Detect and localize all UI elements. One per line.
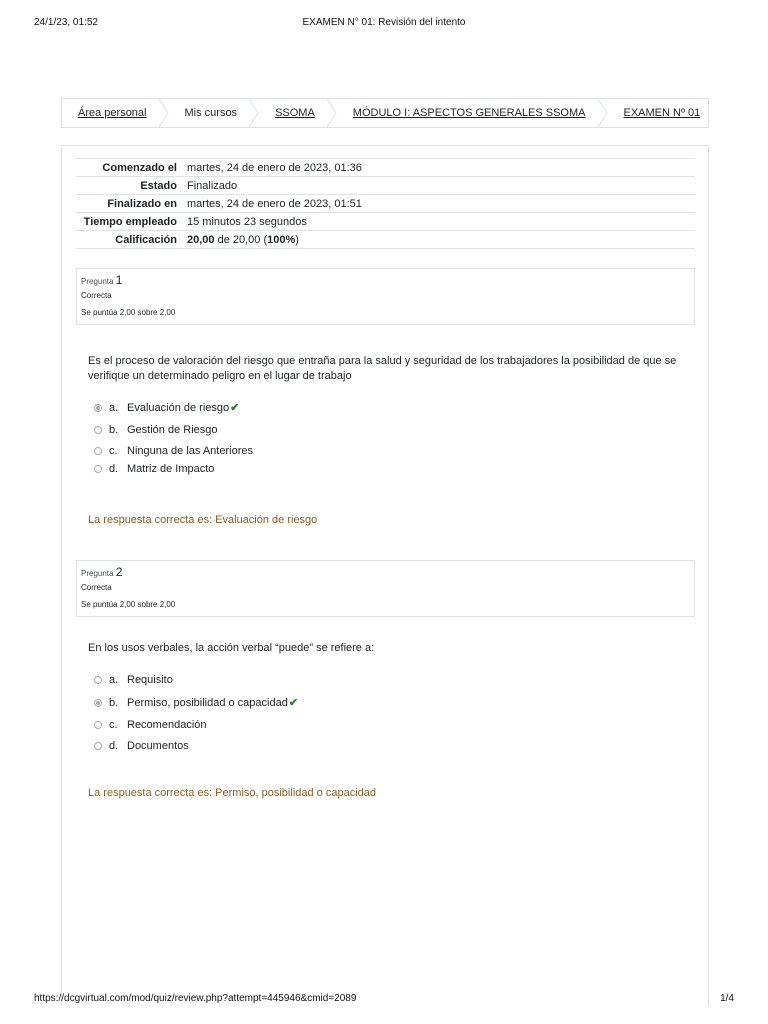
answer-text: Recomendación xyxy=(127,719,207,731)
radio-icon[interactable] xyxy=(94,676,102,684)
summary-label: Calificación xyxy=(76,231,181,249)
question-text-2: En los usos verbales, la acción verbal “puede” se refiere a: xyxy=(88,642,375,654)
answer-text: Ninguna de las Anteriores xyxy=(127,445,253,457)
radio-icon[interactable] xyxy=(94,742,102,750)
summary-row-time-taken xyxy=(76,213,695,231)
print-url: https://dcgvirtual.com/mod/quiz/review.php?attempt=445946&cmid=2089 xyxy=(34,993,357,1004)
answer-option-b[interactable] xyxy=(94,424,218,436)
radio-icon[interactable] xyxy=(94,465,102,473)
grade-total: de 20,00 ( xyxy=(214,234,268,246)
chevron-right-icon xyxy=(598,99,608,127)
answer-letter: d. xyxy=(109,740,119,752)
question-state: Correcta xyxy=(81,291,112,300)
summary-row-state xyxy=(76,177,695,195)
radio-icon[interactable] xyxy=(94,721,102,729)
chevron-right-icon xyxy=(249,99,259,127)
grade-score: 20,00 xyxy=(187,234,215,246)
attempt-summary-table xyxy=(76,158,695,249)
answer-text: Gestión de Riesgo xyxy=(127,424,218,436)
check-icon: ✔ xyxy=(230,402,240,414)
summary-value: martes, 24 de enero de 2023, 01:36 xyxy=(181,159,695,177)
breadcrumb-modulo-i[interactable]: MÓDULO I: ASPECTOS GENERALES SSOMA xyxy=(352,107,586,119)
answer-option-d[interactable] xyxy=(94,463,214,475)
summary-row-grade xyxy=(76,231,695,249)
summary-label: Tiempo empleado xyxy=(76,213,181,231)
grade-close: ) xyxy=(295,234,299,246)
summary-value: martes, 24 de enero de 2023, 01:51 xyxy=(181,195,695,213)
question-info-1 xyxy=(76,268,695,325)
chevron-right-icon xyxy=(327,99,337,127)
breadcrumb-ssoma[interactable]: SSOMA xyxy=(275,107,315,119)
summary-value: Finalizado xyxy=(181,177,695,195)
answer-text: Requisito xyxy=(127,674,173,686)
question-number-value: 1 xyxy=(115,273,123,287)
answer-letter: b. xyxy=(109,696,119,709)
print-datetime: 24/1/23, 01:52 xyxy=(34,17,98,28)
summary-value: 15 minutos 23 segundos xyxy=(181,213,695,231)
breadcrumb xyxy=(61,98,709,128)
question-prefix: Pregunta xyxy=(81,569,114,578)
question-grade: Se puntúa 2,00 sobre 2,00 xyxy=(81,600,176,609)
question-number xyxy=(81,273,690,289)
question-info-2 xyxy=(76,560,695,617)
answer-letter: a. xyxy=(109,674,119,686)
breadcrumb-examen[interactable]: EXAMEN Nº 01 xyxy=(623,107,701,119)
print-header xyxy=(0,17,768,31)
answer-option-a[interactable] xyxy=(94,401,239,414)
summary-row-started xyxy=(76,159,695,177)
check-icon: ✔ xyxy=(288,697,299,709)
answer-text: Evaluación de riesgo xyxy=(127,401,230,414)
breadcrumb-mis-cursos[interactable]: Mis cursos xyxy=(184,107,238,119)
question-grade: Se puntúa 2,00 sobre 2,00 xyxy=(81,308,176,317)
answer-option-b[interactable] xyxy=(94,696,298,709)
summary-label: Estado xyxy=(76,177,181,195)
summary-value xyxy=(181,231,695,249)
answer-letter: c. xyxy=(109,719,118,731)
answer-letter: c. xyxy=(109,445,118,457)
answer-letter: d. xyxy=(109,463,119,475)
question-state: Correcta xyxy=(81,583,112,592)
answer-option-c[interactable] xyxy=(94,445,253,457)
breadcrumb-area-personal[interactable]: Área personal xyxy=(78,107,147,119)
question-number-value: 2 xyxy=(115,565,123,579)
grade-percent: 100% xyxy=(267,234,296,246)
question-number xyxy=(81,565,690,581)
question-prefix: Pregunta xyxy=(81,277,114,286)
right-answer-1: La respuesta correcta es: Evaluación de riesgo xyxy=(88,514,318,526)
radio-icon[interactable] xyxy=(94,447,102,455)
chevron-right-icon xyxy=(159,99,169,127)
print-page-number: 1/4 xyxy=(720,993,734,1004)
summary-label: Finalizado en xyxy=(76,195,181,213)
right-answer-2: La respuesta correcta es: Permiso, posibilidad o capacidad xyxy=(88,787,376,799)
print-title: EXAMEN N° 01: Revisión del intento xyxy=(302,17,466,28)
answer-option-c[interactable] xyxy=(94,719,207,731)
summary-label: Comenzado el xyxy=(76,159,181,177)
answer-text: Permiso, posibilidad o capacidad xyxy=(127,696,288,709)
answer-text: Matriz de Impacto xyxy=(127,463,215,475)
radio-checked-icon[interactable] xyxy=(94,404,102,412)
answer-letter: b. xyxy=(109,424,119,436)
radio-checked-icon[interactable] xyxy=(94,699,102,707)
answer-option-a[interactable] xyxy=(94,674,173,686)
answer-option-d[interactable] xyxy=(94,740,189,752)
answer-letter: a. xyxy=(109,401,119,414)
radio-icon[interactable] xyxy=(94,426,102,434)
answer-text: Documentos xyxy=(127,740,189,752)
summary-row-finished xyxy=(76,195,695,213)
question-text-1: Es el proceso de valoración del riesgo que entraña para la salud y seguridad de los trabajadores la posibilidad de que se verifique un determinado peligro en el lugar de trabajo xyxy=(88,355,677,382)
